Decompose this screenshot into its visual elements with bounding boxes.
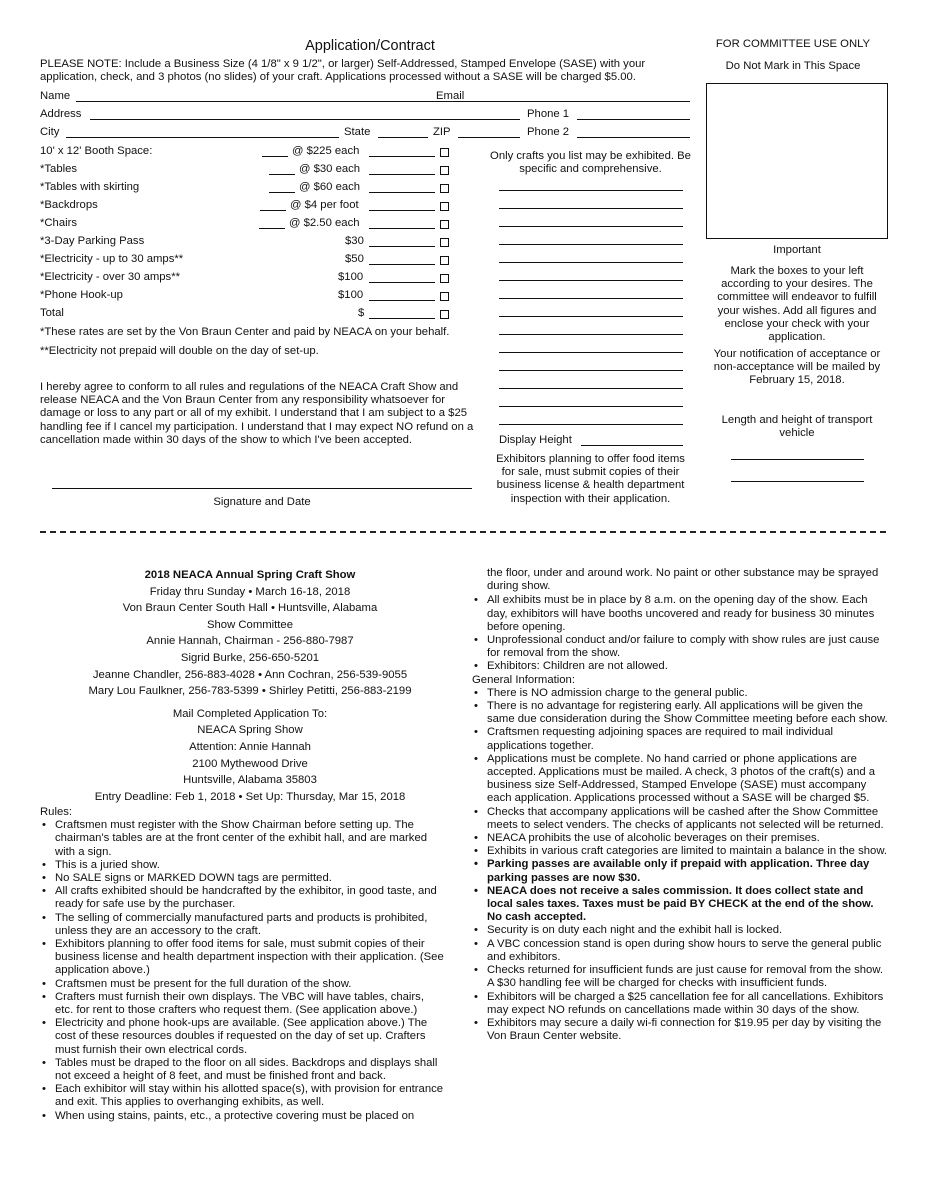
rule-item: • Crafters must furnish their own displays. The VBC will have tables, chairs, etc. for rent to those crafters who request them. (See application above.) bbox=[40, 991, 445, 1017]
craft-line[interactable] bbox=[499, 424, 683, 425]
general-item: • A VBC concession stand is open during show hours to serve the general public and exhibitors. bbox=[472, 938, 888, 964]
craft-line[interactable] bbox=[499, 370, 683, 371]
fee-label: *Tables bbox=[40, 163, 78, 175]
fee-label: *3-Day Parking Pass bbox=[40, 235, 145, 247]
rule-item: • All crafts exhibited should be handcrafted by the exhibitor, in good taste, and ready for safe use by the purchaser. bbox=[40, 885, 445, 911]
phone2-field[interactable] bbox=[577, 126, 690, 138]
transport-length-line[interactable] bbox=[731, 459, 864, 460]
rule-item: • Tables must be draped to the floor on all sides. Backdrops and displays shall not exceed a height of 8 feet, and must be finished front and back. bbox=[40, 1057, 445, 1083]
rule-item: • Electricity and phone hook-ups are available. (See application above.) The cost of these resources doubles if requested on the day of set up. Crafters must furnish their own electrical cords. bbox=[40, 1017, 445, 1057]
general-info-heading: General Information: bbox=[472, 673, 575, 686]
fee-checkbox[interactable] bbox=[440, 292, 449, 301]
fee-qty-field[interactable] bbox=[269, 163, 295, 175]
rule-item: • Exhibitors planning to offer food items for sale, must submit copies of their business license and health department inspection with their application. (See application above.) bbox=[40, 938, 445, 978]
fee-amount-field[interactable] bbox=[369, 271, 435, 283]
phone1-label: Phone 1 bbox=[527, 108, 570, 120]
state-field[interactable] bbox=[378, 126, 428, 138]
fee-label: Total bbox=[40, 307, 64, 319]
committee-chair: Annie Hannah, Chairman - 256-880-7987 bbox=[146, 635, 354, 648]
fee-amount-field[interactable] bbox=[369, 235, 435, 247]
craft-line[interactable] bbox=[499, 226, 683, 227]
rule-item: • The selling of commercially manufactured parts and products is prohibited, unless they are an accessory to the craft. bbox=[40, 912, 445, 938]
address-field[interactable] bbox=[90, 108, 520, 120]
fee-amount-field[interactable] bbox=[369, 289, 435, 301]
rule-item: • Unprofessional conduct and/or failure to comply with show rules are just cause for removal from the show. bbox=[472, 634, 888, 660]
craft-line[interactable] bbox=[499, 244, 683, 245]
fee-checkbox[interactable] bbox=[440, 238, 449, 247]
fee-label: *Chairs bbox=[40, 217, 78, 229]
address-label: Address bbox=[40, 108, 82, 120]
fee-row-tables-skirting bbox=[40, 181, 460, 195]
fee-label: *Tables with skirting bbox=[40, 181, 140, 193]
fee-qty-field[interactable] bbox=[269, 181, 295, 193]
fee-amount-field[interactable] bbox=[369, 145, 435, 157]
rule-item: • Craftsmen must be present for the full duration of the show. bbox=[40, 978, 445, 991]
general-item: • Checks returned for insufficient funds are just cause for removal from the show. A $30 handling fee will be charged for checks with insufficient funds. bbox=[472, 964, 888, 990]
fee-checkbox[interactable] bbox=[440, 310, 449, 319]
rule-continued: the floor, under and around work. No paint or other substance may be sprayed during show. bbox=[487, 567, 879, 593]
fee-qty-field[interactable] bbox=[262, 145, 288, 157]
rules-section bbox=[40, 806, 445, 1123]
craft-line[interactable] bbox=[499, 388, 683, 389]
rule-item: • No SALE signs or MARKED DOWN tags are permitted. bbox=[40, 872, 445, 885]
fee-qty-field[interactable] bbox=[260, 199, 286, 211]
phone2-label: Phone 2 bbox=[527, 126, 570, 138]
name-field[interactable] bbox=[76, 90, 471, 102]
craft-line[interactable] bbox=[499, 190, 683, 191]
craft-line[interactable] bbox=[499, 352, 683, 353]
fee-checkbox[interactable] bbox=[440, 148, 449, 157]
entry-deadline: Entry Deadline: Feb 1, 2018 • Set Up: Thursday, Mar 15, 2018 bbox=[94, 790, 406, 803]
display-height-row bbox=[499, 434, 699, 448]
display-height-label: Display Height bbox=[499, 434, 572, 446]
fee-row-phone bbox=[40, 289, 460, 303]
craft-line[interactable] bbox=[499, 406, 683, 407]
craft-line[interactable] bbox=[499, 262, 683, 263]
general-item: • NEACA prohibits the use of alcoholic beverages on their premises. bbox=[472, 832, 888, 845]
general-item: • There is NO admission charge to the general public. bbox=[472, 687, 888, 700]
fee-label: *Electricity - up to 30 amps** bbox=[40, 253, 184, 265]
city-field[interactable] bbox=[66, 126, 339, 138]
fee-rate: @ $2.50 each bbox=[289, 217, 360, 229]
city-label: City bbox=[40, 126, 60, 138]
fee-checkbox[interactable] bbox=[440, 220, 449, 229]
show-dates: Friday thru Sunday • March 16-18, 2018 bbox=[149, 585, 351, 598]
fee-rate: $100 bbox=[338, 289, 364, 301]
contract-title: Application/Contract bbox=[305, 38, 435, 54]
craft-line[interactable] bbox=[499, 208, 683, 209]
name-label: Name bbox=[40, 90, 71, 102]
general-item: • Exhibitors may secure a daily wi-fi connection for $19.95 per day by visiting the Von Braun Center website. bbox=[472, 1017, 888, 1043]
mail-line: Huntsville, Alabama 35803 bbox=[183, 774, 317, 787]
fee-rate: @ $60 each bbox=[299, 181, 361, 193]
name-email-row bbox=[40, 90, 690, 104]
general-item: • Craftsmen requesting adjoining spaces are required to mail individual applications together. bbox=[472, 726, 888, 752]
fee-amount-field[interactable] bbox=[369, 181, 435, 193]
fee-row-electric-30 bbox=[40, 253, 460, 267]
craft-line[interactable] bbox=[499, 298, 683, 299]
mail-line: Attention: Annie Hannah bbox=[189, 740, 311, 753]
fee-label: *Phone Hook-up bbox=[40, 289, 123, 301]
fee-checkbox[interactable] bbox=[440, 256, 449, 265]
display-height-field[interactable] bbox=[581, 434, 683, 446]
rule-item: • All exhibits must be in place by 8 a.m. on the opening day of the show. Each day, exhibitors will have booths uncovered and ready for business 30 minutes before opening. bbox=[472, 594, 888, 634]
committee-member: Jeanne Chandler, 256-883-4028 • Ann Cochran, 256-539-9055 bbox=[92, 668, 408, 681]
transport-label: Length and height of transport vehicle bbox=[721, 414, 873, 440]
general-item: • Exhibitors will be charged a $25 cancellation fee for all cancellations. Exhibitors may expect NO refunds on cancellations made within 30 days of the show. bbox=[472, 991, 888, 1017]
rules-heading: Rules: bbox=[40, 806, 73, 818]
general-item: • Parking passes are available only if prepaid with application. Three day parking passes are now $30. bbox=[472, 858, 888, 884]
food-note: Exhibitors planning to offer food items for sale, must submit copies of their business license & health department inspection with their application. bbox=[496, 453, 685, 505]
craft-line[interactable] bbox=[499, 280, 683, 281]
fee-rate: @ $225 each bbox=[292, 145, 360, 157]
fee-rate: $30 bbox=[345, 235, 364, 247]
electricity-footnote: **Electricity not prepaid will double on the day of set-up. bbox=[40, 345, 319, 357]
email-label: Email bbox=[436, 90, 465, 102]
show-venue: Von Braun Center South Hall • Huntsville, Alabama bbox=[122, 602, 378, 615]
agreement-text: I hereby agree to conform to all rules and regulations of the NEACA Craft Show and release NEACA and the Von Braun Center from any responsibility whatsoever for damage or loss to any part or all of my exhibit. I understand that I am subject to a $25 handling fee if I cancel my participation. I understand that I may expect NO refund on a cancellation made within 30 days of the show to which I've been accepted. bbox=[40, 381, 474, 446]
general-item: • Checks that accompany applications will be cashed after the Show Committee meets to select venders. The checks of applicants not selected will be returned. bbox=[472, 806, 888, 832]
mail-line: 2100 Mythewood Drive bbox=[192, 757, 308, 770]
fee-label: *Electricity - over 30 amps** bbox=[40, 271, 181, 283]
rule-item: • Exhibitors: Children are not allowed. bbox=[472, 660, 888, 673]
rule-item: • Craftsmen must register with the Show Chairman before setting up. The chairman's tables are at the front center of the exhibit hall, and are marked with a sign. bbox=[40, 819, 445, 859]
fee-amount-field[interactable] bbox=[369, 163, 435, 175]
committee-title: FOR COMMITTEE USE ONLY bbox=[715, 38, 871, 50]
fee-checkbox[interactable] bbox=[440, 202, 449, 211]
general-item: • Security is on duty each night and the exhibit hall is locked. bbox=[472, 924, 888, 937]
committee-box bbox=[706, 83, 888, 239]
rates-footnote: *These rates are set by the Von Braun Center and paid by NEACA on your behalf. bbox=[40, 326, 450, 338]
city-row bbox=[40, 126, 690, 140]
signature-label: Signature and Date bbox=[213, 496, 311, 508]
mail-line: NEACA Spring Show bbox=[197, 724, 303, 737]
fee-amount-field[interactable] bbox=[369, 307, 435, 319]
fee-rate: @ $4 per foot bbox=[290, 199, 359, 211]
fee-label: 10' x 12' Booth Space: bbox=[40, 145, 153, 157]
fee-row-parking bbox=[40, 235, 460, 249]
fee-rate: @ $30 each bbox=[299, 163, 361, 175]
fee-row-tables bbox=[40, 163, 460, 177]
address-row bbox=[40, 108, 690, 122]
fee-label: *Backdrops bbox=[40, 199, 98, 211]
notification-note: Your notification of acceptance or non-acceptance will be mailed by February 15, 2018. bbox=[713, 348, 881, 387]
fee-row-booth bbox=[40, 145, 460, 159]
fee-qty-field[interactable] bbox=[259, 217, 285, 229]
fee-rate: $50 bbox=[345, 253, 364, 265]
zip-label: ZIP bbox=[433, 126, 451, 138]
zip-field[interactable] bbox=[458, 126, 520, 138]
sase-note: PLEASE NOTE: Include a Business Size (4 1/8" x 9 1/2", or larger) Self-Addressed, Stamped Envelope (SASE) with your application, check, and 3 photos (no slides) of your craft. Applications processed without a SASE will be charged $5.00. bbox=[40, 58, 646, 84]
rules-continued bbox=[472, 567, 888, 1043]
cut-line bbox=[40, 531, 886, 533]
committee-member: Sigrid Burke, 256-650-5201 bbox=[180, 651, 320, 664]
state-label: State bbox=[344, 126, 371, 138]
fee-checkbox[interactable] bbox=[440, 166, 449, 175]
fee-rate: $ bbox=[358, 307, 365, 319]
committee-instructions: Mark the boxes to your left according to your desires. The committee will endeavor to fulfill your wishes. Add all figures and enclose your check with your application. bbox=[717, 265, 877, 344]
important-heading: Important bbox=[773, 244, 821, 256]
fee-checkbox[interactable] bbox=[440, 274, 449, 283]
show-title: 2018 NEACA Annual Spring Craft Show bbox=[144, 569, 356, 581]
craft-line[interactable] bbox=[499, 334, 683, 335]
phone1-field[interactable] bbox=[577, 108, 690, 120]
fee-checkbox[interactable] bbox=[440, 184, 449, 193]
fee-row-chairs bbox=[40, 217, 460, 231]
craft-line[interactable] bbox=[499, 316, 683, 317]
rule-item: • This is a juried show. bbox=[40, 859, 445, 872]
general-item: • There is no advantage for registering early. All applications will be given the same due consideration during the Show Committee meeting before each show. bbox=[472, 700, 888, 726]
fee-row-backdrops bbox=[40, 199, 460, 213]
fee-rate: $100 bbox=[338, 271, 364, 283]
general-item: • Applications must be complete. No hand carried or phone applications are accepted. Applications must be mailed. A check, 3 photos of the craft(s) and a business size Self-Addressed, Stamped Envelope (SASE) must accompany each application. Applications processed without a SASE will be charged $5. bbox=[472, 753, 888, 806]
signature-line[interactable] bbox=[52, 488, 472, 489]
show-info bbox=[40, 567, 460, 805]
fee-row-total bbox=[40, 307, 460, 321]
rule-item: • Each exhibitor will stay within his allotted space(s), with provision for entrance and exit. This applies to overhanging exhibits, as well. bbox=[40, 1083, 445, 1109]
committee-member: Mary Lou Faulkner, 256-783-5399 • Shirley Petitti, 256-883-2199 bbox=[88, 685, 412, 698]
fee-amount-field[interactable] bbox=[369, 199, 435, 211]
rule-item: • When using stains, paints, etc., a protective covering must be placed on bbox=[40, 1110, 445, 1123]
email-field[interactable] bbox=[468, 90, 690, 102]
general-item: • Exhibits in various craft categories are limited to maintain a balance in the show. bbox=[472, 845, 888, 858]
committee-subtitle: Do Not Mark in This Space bbox=[725, 60, 861, 72]
committee-heading: Show Committee bbox=[206, 618, 293, 631]
transport-height-line[interactable] bbox=[731, 481, 864, 482]
fee-row-electric-over-30 bbox=[40, 271, 460, 285]
fee-amount-field[interactable] bbox=[369, 253, 435, 265]
crafts-note: Only crafts you list may be exhibited. Be specific and comprehensive. bbox=[490, 150, 691, 176]
general-item: • NEACA does not receive a sales commission. It does collect state and local sales taxes. Taxes must be paid BY CHECK at the end of the show. No cash accepted. bbox=[472, 885, 888, 925]
mail-heading: Mail Completed Application To: bbox=[172, 707, 328, 720]
fee-amount-field[interactable] bbox=[369, 217, 435, 229]
